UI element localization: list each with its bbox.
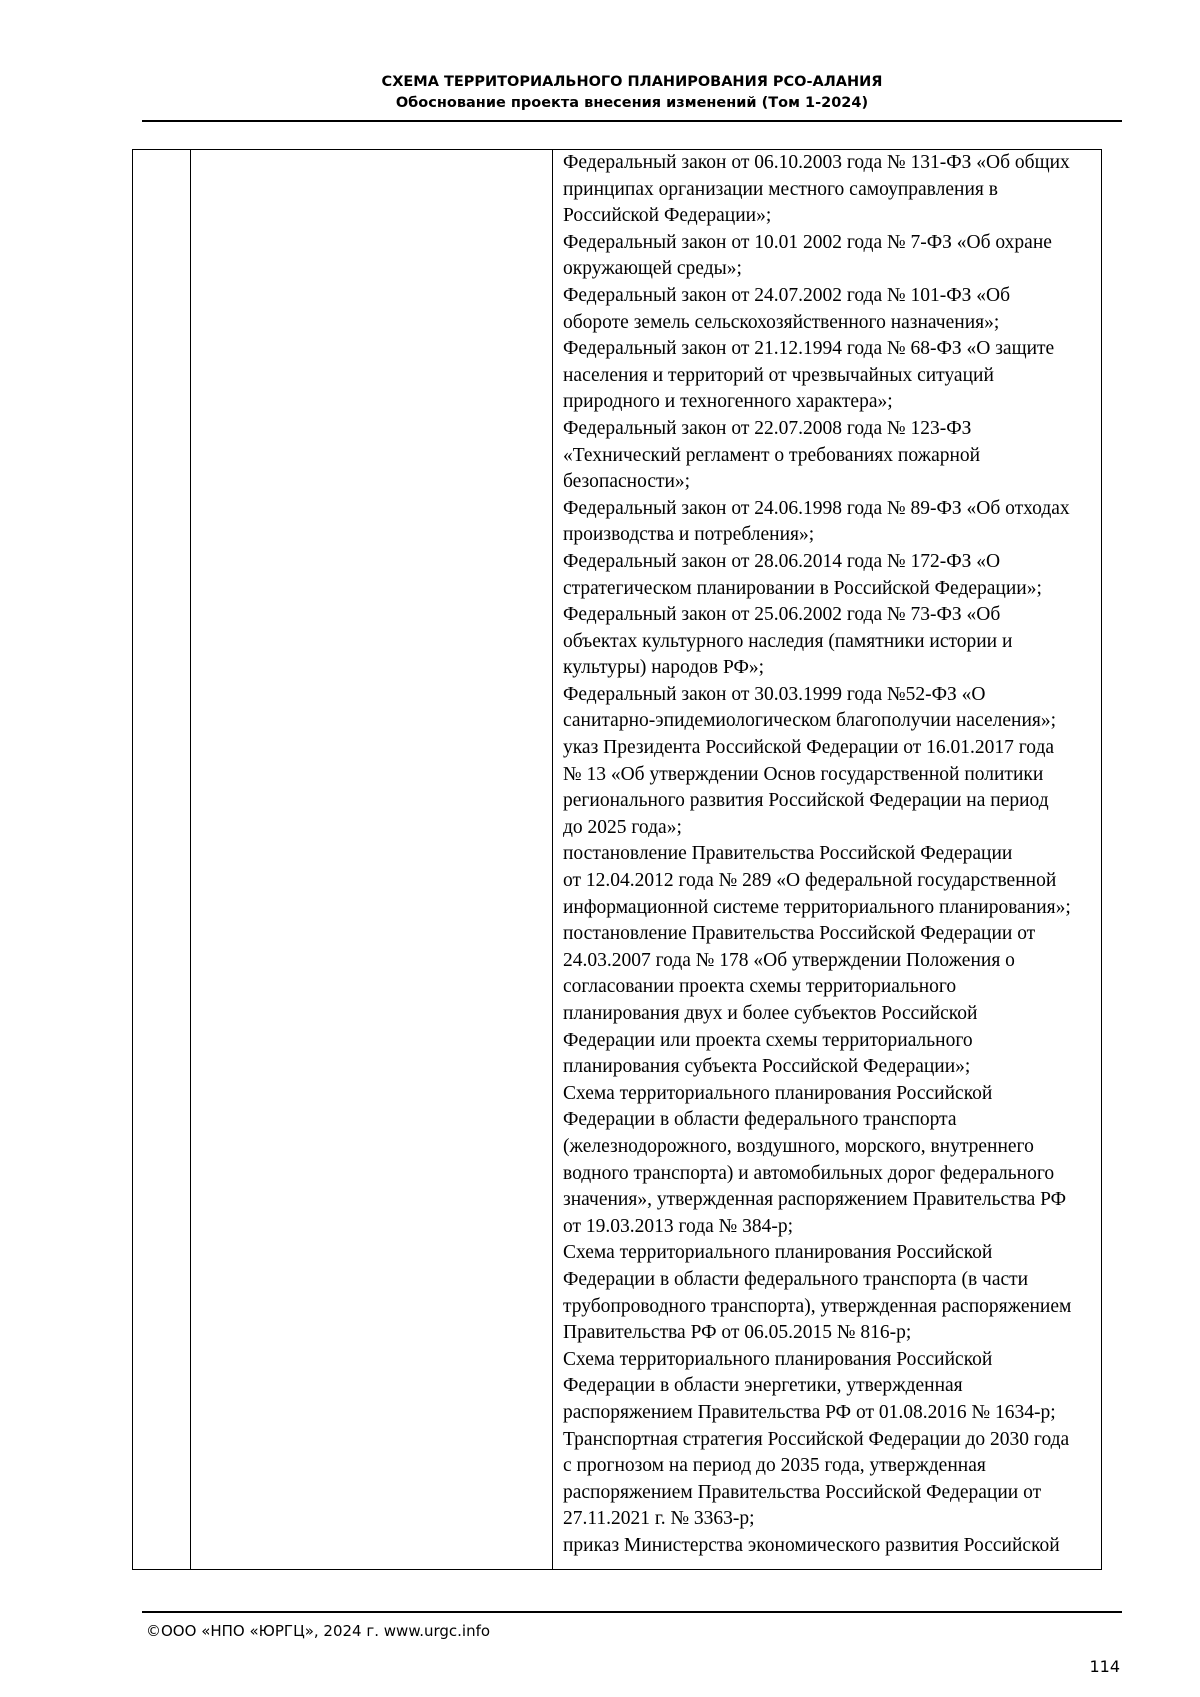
legal-basis-line: Федеральный закон от 24.06.1998 года № 89-ФЗ «Об отходах: [563, 497, 1070, 519]
legal-basis-line: Федеральный закон от 24.07.2002 года № 101-ФЗ «Об: [563, 284, 1011, 306]
legal-basis-line: Федерации в области федерального транспорта: [563, 1109, 957, 1131]
legal-basis-line: планирования субъекта Российской Федерации»;: [563, 1056, 971, 1078]
legal-basis-list: [553, 150, 1101, 1559]
legal-basis-line: населения и территорий от чрезвычайных ситуаций: [563, 364, 994, 386]
legal-basis-line: до 2025 года»;: [563, 816, 682, 838]
legal-basis-line: Федерации в области федерального транспорта (в части: [563, 1268, 1029, 1290]
legal-basis-line: № 13 «Об утверждении Основ государственной политики: [563, 763, 1044, 785]
legal-basis-line: распоряжением Правительства РФ от 01.08.2016 № 1634-р;: [563, 1401, 1056, 1423]
table-row: [133, 150, 1102, 1570]
legal-basis-line: Федерации в области энергетики, утвержденная: [563, 1375, 963, 1397]
document-subtitle: Обоснование проекта внесения изменений (Том 1-2024): [395, 95, 869, 111]
page-number: 114: [1089, 1657, 1120, 1676]
legal-basis-line: Федеральный закон от 10.01 2002 года № 7-ФЗ «Об охране: [563, 231, 1052, 253]
legal-basis-line: производства и потребления»;: [563, 524, 815, 546]
page-header: [142, 72, 1122, 114]
footer-copyright: ©ООО «НПО «ЮРГЦ», 2024 г. www.urgc.info: [146, 1622, 491, 1640]
legal-basis-line: регионального развития Российской Федерации на период: [563, 790, 1049, 812]
legal-basis-line: санитарно-эпидемиологическом благополучии населения»;: [563, 710, 1057, 732]
legal-basis-line: Федеральный закон от 22.07.2008 года № 123-ФЗ: [563, 417, 972, 439]
legal-basis-line: окружающей среды»;: [563, 258, 742, 280]
legal-basis-line: стратегическом планировании в Российской Федерации»;: [563, 577, 1042, 599]
legal-basis-line: Схема территориального планирования Российской: [563, 1082, 993, 1104]
legal-basis-line: культуры) народов РФ»;: [563, 657, 765, 679]
footer-divider: [142, 1611, 1122, 1613]
header-divider: [142, 120, 1122, 122]
legal-basis-line: природного и техногенного характера»;: [563, 391, 893, 413]
legal-basis-line: Федеральный закон от 25.06.2002 года № 73-ФЗ «Об: [563, 604, 1001, 626]
legal-basis-line: (железнодорожного, воздушного, морского, внутреннего: [563, 1135, 1034, 1157]
legal-basis-line: Российской Федерации»;: [563, 205, 772, 227]
legal-basis-line: указ Президента Российской Федерации от 16.01.2017 года: [563, 737, 1055, 759]
legal-basis-line: Правительства РФ от 06.05.2015 № 816-р;: [563, 1322, 912, 1344]
legal-basis-line: безопасности»;: [563, 471, 691, 493]
legal-basis-line: Федеральный закон от 06.10.2003 года № 131-ФЗ «Об общих: [563, 152, 1070, 173]
legal-basis-line: водного транспорта) и автомобильных дорог федерального: [563, 1162, 1055, 1184]
legal-basis-line: Транспортная стратегия Российской Федерации до 2030 года: [563, 1428, 1070, 1450]
legal-basis-line: приказ Министерства экономического развития Российской: [563, 1534, 1060, 1556]
legal-basis-line: 24.03.2007 года № 178 «Об утверждении Положения о: [563, 949, 1015, 971]
row-number-cell: [133, 150, 191, 1570]
legal-basis-line: от 19.03.2013 года № 384-р;: [563, 1215, 794, 1237]
legal-basis-line: «Технический регламент о требованиях пожарной: [563, 444, 981, 466]
legal-basis-line: Федеральный закон от 21.12.1994 года № 68-ФЗ «О защите: [563, 338, 1055, 360]
legal-basis-line: объектах культурного наследия (памятники истории и: [563, 630, 1013, 652]
legal-basis-line: трубопроводного транспорта), утвержденная распоряжением: [563, 1295, 1072, 1317]
legal-basis-line: постановление Правительства Российской Федерации от: [563, 923, 1036, 945]
legal-basis-line: от 12.04.2012 года № 289 «О федеральной государственной: [563, 870, 1057, 892]
legal-basis-line: обороте земель сельскохозяйственного назначения»;: [563, 311, 1000, 333]
legal-basis-line: информационной системе территориального планирования»;: [563, 896, 1071, 918]
legal-basis-line: Федеральный закон от 30.03.1999 года №52-ФЗ «О: [563, 683, 986, 705]
legal-basis-line: согласовании проекта схемы территориального: [563, 976, 957, 998]
legal-basis-line: распоряжением Правительства Российской Федерации от: [563, 1481, 1042, 1503]
legal-basis-line: с прогнозом на период до 2035 года, утвержденная: [563, 1455, 986, 1477]
legal-basis-line: Федеральный закон от 28.06.2014 года № 172-ФЗ «О: [563, 550, 1001, 572]
legal-basis-table: [132, 149, 1102, 1570]
legal-basis-line: 27.11.2021 г. № 3363-р;: [563, 1508, 755, 1530]
row-name-cell: [191, 150, 553, 1570]
legal-basis-line: Схема территориального планирования Российской: [563, 1242, 993, 1264]
legal-basis-line: Федерации или проекта схемы территориального: [563, 1029, 973, 1051]
legal-basis-cell: [553, 150, 1102, 1570]
legal-basis-line: планирования двух и более субъектов Российской: [563, 1003, 978, 1024]
legal-basis-line: постановление Правительства Российской Федерации: [563, 843, 1013, 865]
legal-basis-line: Схема территориального планирования Российской: [563, 1348, 993, 1370]
legal-basis-line: значения», утвержденная распоряжением Правительства РФ: [563, 1189, 1067, 1211]
legal-basis-line: принципах организации местного самоуправления в: [563, 178, 998, 200]
document-title: СХЕМА ТЕРРИТОРИАЛЬНОГО ПЛАНИРОВАНИЯ РСО-АЛАНИЯ: [381, 74, 883, 90]
